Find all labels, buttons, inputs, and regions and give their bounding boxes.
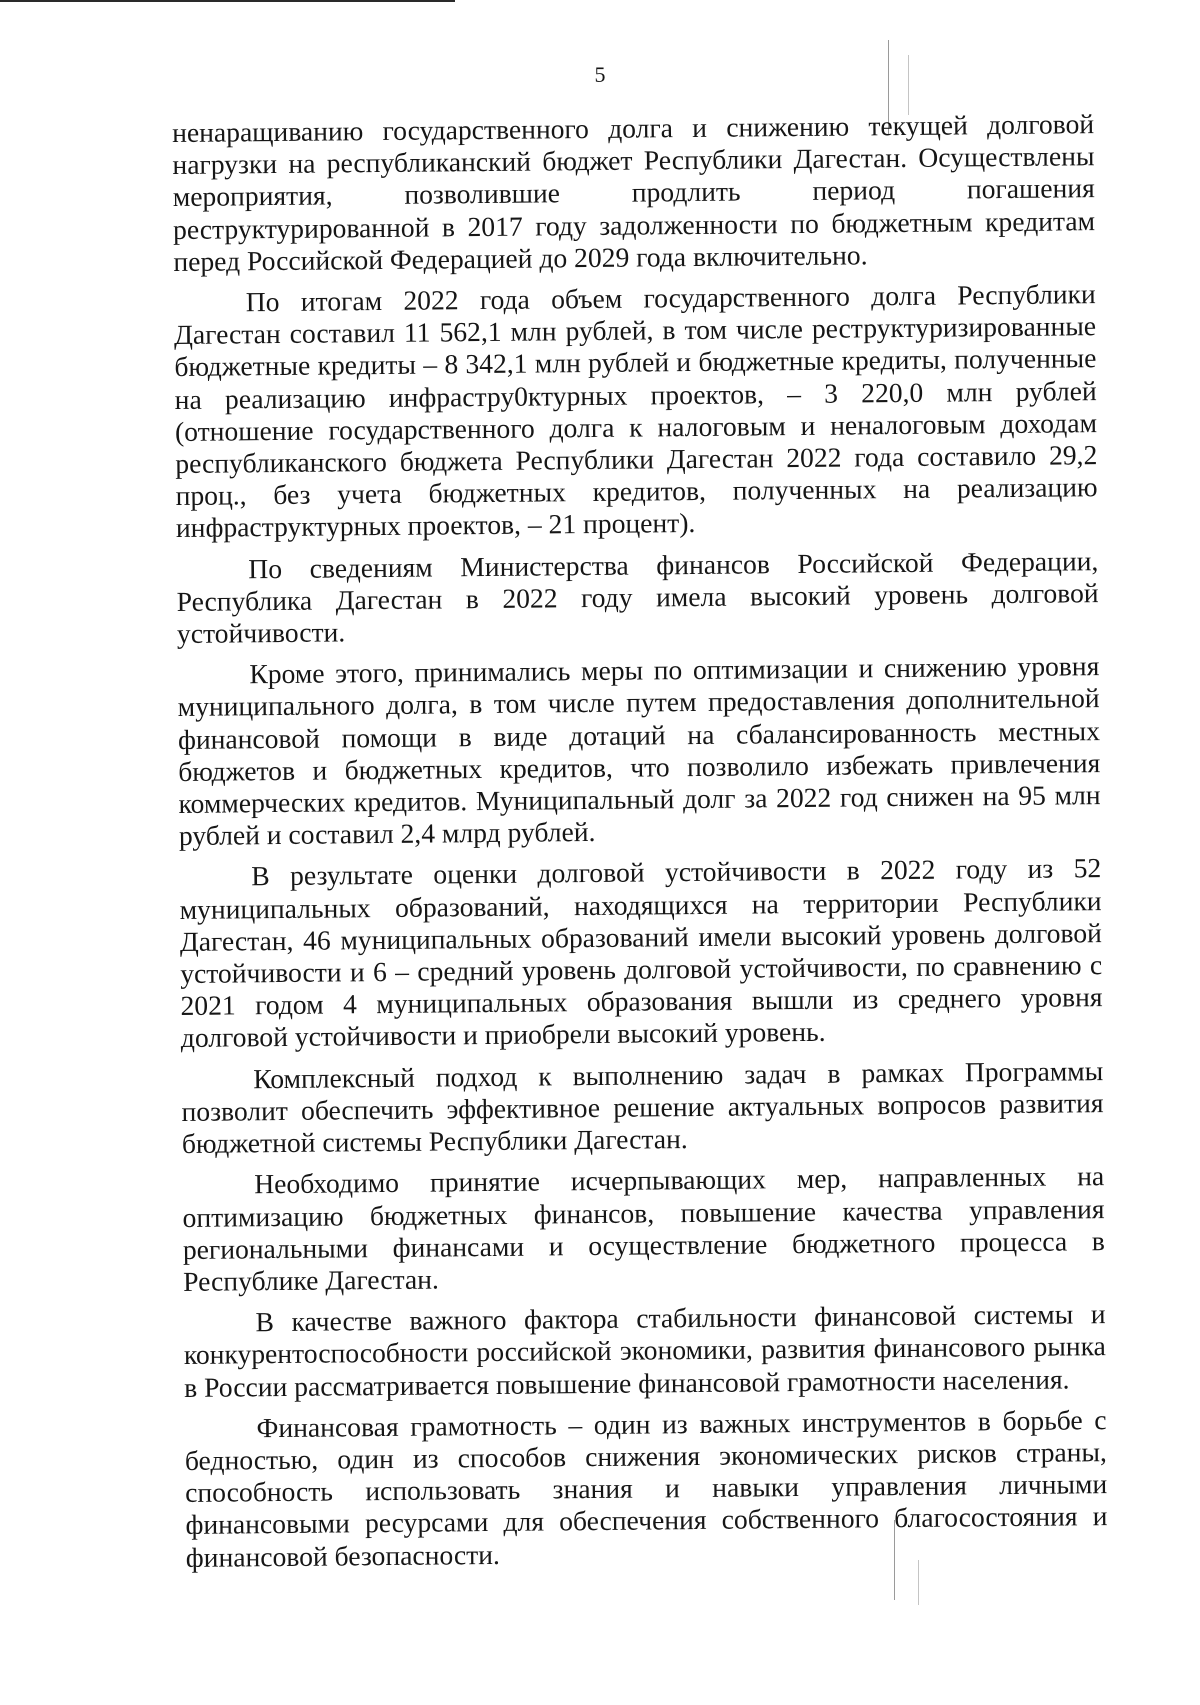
paragraph: Комплексный подход к выполнению задач в рамках Программы позволит обеспечить эффективное решение актуальных вопросов развития бюджетной системы Республики Дагестан. [181,1054,1104,1160]
page-number: 5 [594,62,606,87]
paragraph: Финансовая грамотность – один из важных инструментов в борьбе с бедностью, один из способов снижения экономических рисков страны, способность использовать знания и навыки управления личными финансовыми ресурсами для обеспечения собственного благосостояния и финансовой безопасности. [184,1403,1108,1573]
paragraph: Необходимо принятие исчерпывающих мер, направленных на оптимизацию бюджетных финансов, повышение качества управления региональными финансами и осуществление бюджетного процесса в Республике Дагестан. [182,1160,1105,1297]
paragraph: В результате оценки долговой устойчивости в 2022 году из 52 муниципальных образований, находящихся на территории Республики Дагестан, 46 муниципальных образований имели высокий уровень долговой устойчивости и 6 – средний уровень долговой устойчивости, по сравнению с 2021 годом 4 муниципальных образования вышли из среднего уровня долговой устойчивости и приобрели высокий уровень. [179,852,1103,1054]
paragraph: ненаращиванию государственного долга и снижению текущей долговой нагрузки на республиканский бюджет Республики Дагестан. Осуществлены мероприятия, позволившие продлить период погашения реструктурированной в 2017 году задолженности по бюджетным кредитам перед Российской Федерацией до 2029 года включительно. [172,108,1096,277]
paragraph: По сведениям Министерства финансов Российской Федерации, Республика Дагестан в 2022 году имела высокий уровень долговой устойчивости. [176,544,1099,650]
document-body [172,108,1108,1583]
top-edge-rule [0,0,455,2]
paragraph: В качестве важного фактора стабильности финансовой системы и конкурентоспособности российской экономики, развития финансового рынка в России рассматривается повышение финансовой грамотности населения. [183,1298,1106,1403]
paragraph: Кроме этого, принимались меры по оптимизации и снижению уровня муниципального долга, в том числе путем предоставления дополнительной финансовой помощи в виде дотаций на сбалансированность местных бюджетов и бюджетных кредитов, что позволило избежать привлечения коммерческих кредитов. Муниципальный долг за 2022 год снижен на 95 млн рублей и составил 2,4 млрд рублей. [177,650,1101,852]
paragraph: По итогам 2022 года объем государственного долга Республики Дагестан составил 11 562,1 млн рублей, в том числе реструктуризированные бюджетные кредиты – 8 342,1 млн рублей и бюджетные кредиты, полученные на реализацию инфрастру0ктурных проектов, – 3 220,0 млн рублей (отношение государственного долга к налоговым и неналоговым доходам республиканского бюджета Республики Дагестан 2022 года составило 29,2 проц., без учета бюджетных кредитов, полученных на реализацию инфраструктурных проектов, – 21 процент). [173,278,1098,544]
